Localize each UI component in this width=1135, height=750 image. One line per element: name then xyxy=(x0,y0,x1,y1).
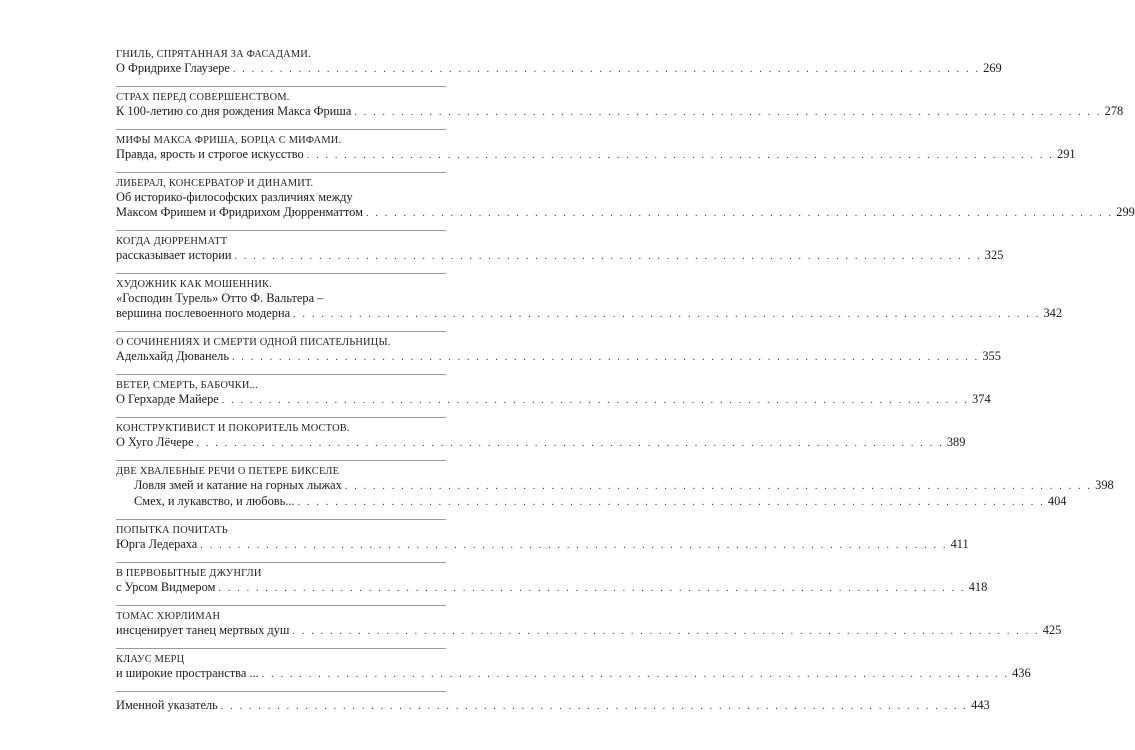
toc-line-text: инсценирует танец мертвых душ xyxy=(116,623,290,637)
toc-line-text: и широкие пространства ... xyxy=(116,666,259,680)
page-number: 325 xyxy=(984,248,1004,262)
dot-leader: . . . . . . . . . . . . . . . . . . . . . . . . . . . . . . . . . . . . . . . . . . . . . . . . . . . . . . . . . . . . . . . . . . . . . . . . . . . . . . . . xyxy=(293,309,1041,320)
toc-line-text: Именной указатель xyxy=(116,698,218,712)
toc-line xyxy=(116,349,1001,365)
dot-leader: . . . . . . . . . . . . . . . . . . . . . . . . . . . . . . . . . . . . . . . . . . . . . . . . . . . . . . . . . . . . . . . . . . . . . . . . . . . . . . . . xyxy=(297,497,1045,508)
toc-entry xyxy=(116,417,966,460)
toc-entry xyxy=(116,519,969,562)
page-number: 411 xyxy=(950,537,969,551)
toc-entry-heading: ВЕТЕР, СМЕРТЬ, БАБОЧКИ... xyxy=(116,380,259,391)
toc-entry xyxy=(116,44,1002,86)
page-number: 291 xyxy=(1057,147,1076,161)
toc-line-text: «Господин Турель» Отто Ф. Вальтера – xyxy=(116,291,324,305)
toc-entry-heading: В ПЕРВОБЫТНЫЕ ДЖУНГЛИ xyxy=(116,568,262,579)
toc-line xyxy=(116,291,446,306)
dot-leader: . . . . . . . . . . . . . . . . . . . . . . . . . . . . . . . . . . . . . . . . . . . . . . . . . . . . . . . . . . . . . . . . . . . . . . . . . . . . . . . . xyxy=(365,208,1114,219)
dot-leader: . . . . . . . . . . . . . . . . . . . . . . . . . . . . . . . . . . . . . . . . . . . . . . . . . . . . . . . . . . . . . . . . . . . . . . . . . . . . . . . . xyxy=(292,626,1040,637)
toc-line-text: К 100-летию со дня рождения Макса Фриша xyxy=(116,104,352,118)
page-number: 342 xyxy=(1043,306,1063,320)
toc-line xyxy=(116,478,1114,494)
toc-line-text: Адельхайд Дюванель xyxy=(116,349,230,363)
toc-line-text: Максом Фришем и Фридрихом Дюрренматтом xyxy=(116,205,363,219)
dot-leader: . . . . . . . . . . . . . . . . . . . . . . . . . . . . . . . . . . . . . . . . . . . . . . . . . . . . . . . . . . . . . . . . . . . . . . . . . . . . . . . . xyxy=(234,251,982,262)
toc-line xyxy=(116,435,966,451)
toc-line xyxy=(116,623,1062,639)
toc-entry-heading: ПОПЫТКА ПОЧИТАТЬ xyxy=(116,525,228,536)
page-number: 418 xyxy=(968,580,988,594)
table-of-contents xyxy=(116,44,1135,723)
toc-line xyxy=(116,537,969,553)
page-number: 425 xyxy=(1042,623,1062,637)
toc-line-text: О Хуго Лёчере xyxy=(116,435,194,449)
toc-line xyxy=(116,205,1135,221)
toc-entry xyxy=(116,374,991,417)
toc-entry-heading: ЛИБЕРАЛ, КОНСЕРВАТОР И ДИНАМИТ. xyxy=(116,178,314,189)
toc-line-text: вершина послевоенного модерна xyxy=(116,306,291,320)
dot-leader: . . . . . . . . . . . . . . . . . . . . . . . . . . . . . . . . . . . . . . . . . . . . . . . . . . . . . . . . . . . . . . . . . . . . . . . . . . . . . . . . xyxy=(196,438,944,449)
dot-leader: . . . . . . . . . . . . . . . . . . . . . . . . . . . . . . . . . . . . . . . . . . . . . . . . . . . . . . . . . . . . . . . . . . . . . . . . . . . . . . . . xyxy=(218,583,966,594)
toc-entry xyxy=(116,172,1135,230)
page-number: 436 xyxy=(1012,666,1031,680)
toc-line-text: О Фридрихе Глаузере xyxy=(116,61,230,75)
dot-leader: . . . . . . . . . . . . . . . . . . . . . . . . . . . . . . . . . . . . . . . . . . . . . . . . . . . . . . . . . . . . . . . . . . . . . . . . . . . . . . . . xyxy=(354,107,1102,118)
dot-leader: . . . . . . . . . . . . . . . . . . . . . . . . . . . . . . . . . . . . . . . . . . . . . . . . . . . . . . . . . . . . . . . . . . . . . . . . . . . . . . . . xyxy=(232,352,980,363)
toc-line xyxy=(116,580,988,596)
toc-line xyxy=(116,147,1076,163)
page-number: 355 xyxy=(982,349,1001,363)
toc-line-text: рассказывает истории xyxy=(116,248,232,262)
toc-entry xyxy=(116,648,1031,691)
toc-line-text: Правда, ярость и строгое искусство xyxy=(116,147,304,161)
toc-line xyxy=(116,61,1002,77)
toc-entry-heading: СТРАХ ПЕРЕД СОВЕРШЕНСТВОМ. xyxy=(116,92,290,103)
page-number: 278 xyxy=(1104,104,1124,118)
toc-entry-heading: ХУДОЖНИК КАК МОШЕННИК. xyxy=(116,279,272,290)
toc-line xyxy=(116,698,990,714)
toc-entry xyxy=(116,129,1076,172)
toc-entry xyxy=(116,460,1114,519)
page-number: 299 xyxy=(1116,205,1135,219)
toc-entry-heading: МИФЫ МАКСА ФРИША, БОРЦА С МИФАМИ. xyxy=(116,135,342,146)
dot-leader: . . . . . . . . . . . . . . . . . . . . . . . . . . . . . . . . . . . . . . . . . . . . . . . . . . . . . . . . . . . . . . . . . . . . . . . . . . . . . . . . xyxy=(261,669,1010,680)
toc-line xyxy=(116,494,1067,510)
dot-leader: . . . . . . . . . . . . . . . . . . . . . . . . . . . . . . . . . . . . . . . . . . . . . . . . . . . . . . . . . . . . . . . . . . . . . . . . . . . . . . . . xyxy=(306,150,1055,161)
page-number: 404 xyxy=(1047,494,1067,508)
toc-entry-heading: О СОЧИНЕНИЯХ И СМЕРТИ ОДНОЙ ПИСАТЕЛЬНИЦЫ. xyxy=(116,337,391,348)
toc-entry xyxy=(116,562,988,605)
page-number: 443 xyxy=(971,698,990,712)
toc-entry-heading: ГНИЛЬ, СПРЯТАННАЯ ЗА ФАСАДАМИ. xyxy=(116,49,311,60)
dot-leader: . . . . . . . . . . . . . . . . . . . . . . . . . . . . . . . . . . . . . . . . . . . . . . . . . . . . . . . . . . . . . . . . . . . . . . . . . . . . . . . . xyxy=(200,540,948,551)
dot-leader: . . . . . . . . . . . . . . . . . . . . . . . . . . . . . . . . . . . . . . . . . . . . . . . . . . . . . . . . . . . . . . . . . . . . . . . . . . . . . . . . xyxy=(221,395,970,406)
dot-leader: . . . . . . . . . . . . . . . . . . . . . . . . . . . . . . . . . . . . . . . . . . . . . . . . . . . . . . . . . . . . . . . . . . . . . . . . . . . . . . . . xyxy=(220,701,969,712)
toc-entry xyxy=(116,691,990,723)
toc-line-text: Об историко-философских различиях между xyxy=(116,190,353,204)
toc-entry-heading: ТОМАС ХЮРЛИМАН xyxy=(116,611,221,622)
toc-entry-heading: КЛАУС МЕРЦ xyxy=(116,654,185,665)
toc-line-text: О Герхарде Майере xyxy=(116,392,219,406)
toc-line-text: с Урсом Видмером xyxy=(116,580,216,594)
page-number: 374 xyxy=(972,392,991,406)
toc-line xyxy=(116,190,446,205)
dot-leader: . . . . . . . . . . . . . . . . . . . . . . . . . . . . . . . . . . . . . . . . . . . . . . . . . . . . . . . . . . . . . . . . . . . . . . . . . . . . . . . . xyxy=(344,481,1093,492)
toc-entry xyxy=(116,86,1124,129)
page-number: 398 xyxy=(1095,478,1114,492)
toc-line xyxy=(116,306,1063,322)
toc-entry xyxy=(116,230,1004,273)
toc-line-text: Смех, и лукавство, и любовь... xyxy=(134,494,295,508)
toc-line-text: Ловля змей и катание на горных лыжах xyxy=(134,478,342,492)
toc-line xyxy=(116,104,1124,120)
dot-leader: . . . . . . . . . . . . . . . . . . . . . . . . . . . . . . . . . . . . . . . . . . . . . . . . . . . . . . . . . . . . . . . . . . . . . . . . . . . . . . . . xyxy=(232,64,981,75)
toc-entry xyxy=(116,273,1063,331)
toc-entry xyxy=(116,605,1062,648)
toc-entry-heading: КОНСТРУКТИВИСТ И ПОКОРИТЕЛЬ МОСТОВ. xyxy=(116,423,350,434)
page-number: 269 xyxy=(983,61,1002,75)
toc-line xyxy=(116,666,1031,682)
toc-entry-heading: КОГДА ДЮРРЕНМАТТ xyxy=(116,236,228,247)
toc-line-text: Юрга Ледераха xyxy=(116,537,198,551)
toc-entry-heading: ДВЕ ХВАЛЕБНЫЕ РЕЧИ О ПЕТЕРЕ БИКСЕЛЕ xyxy=(116,466,340,477)
toc-line xyxy=(116,248,1004,264)
toc-entry xyxy=(116,331,1001,374)
page-number: 389 xyxy=(946,435,966,449)
toc-line xyxy=(116,392,991,408)
